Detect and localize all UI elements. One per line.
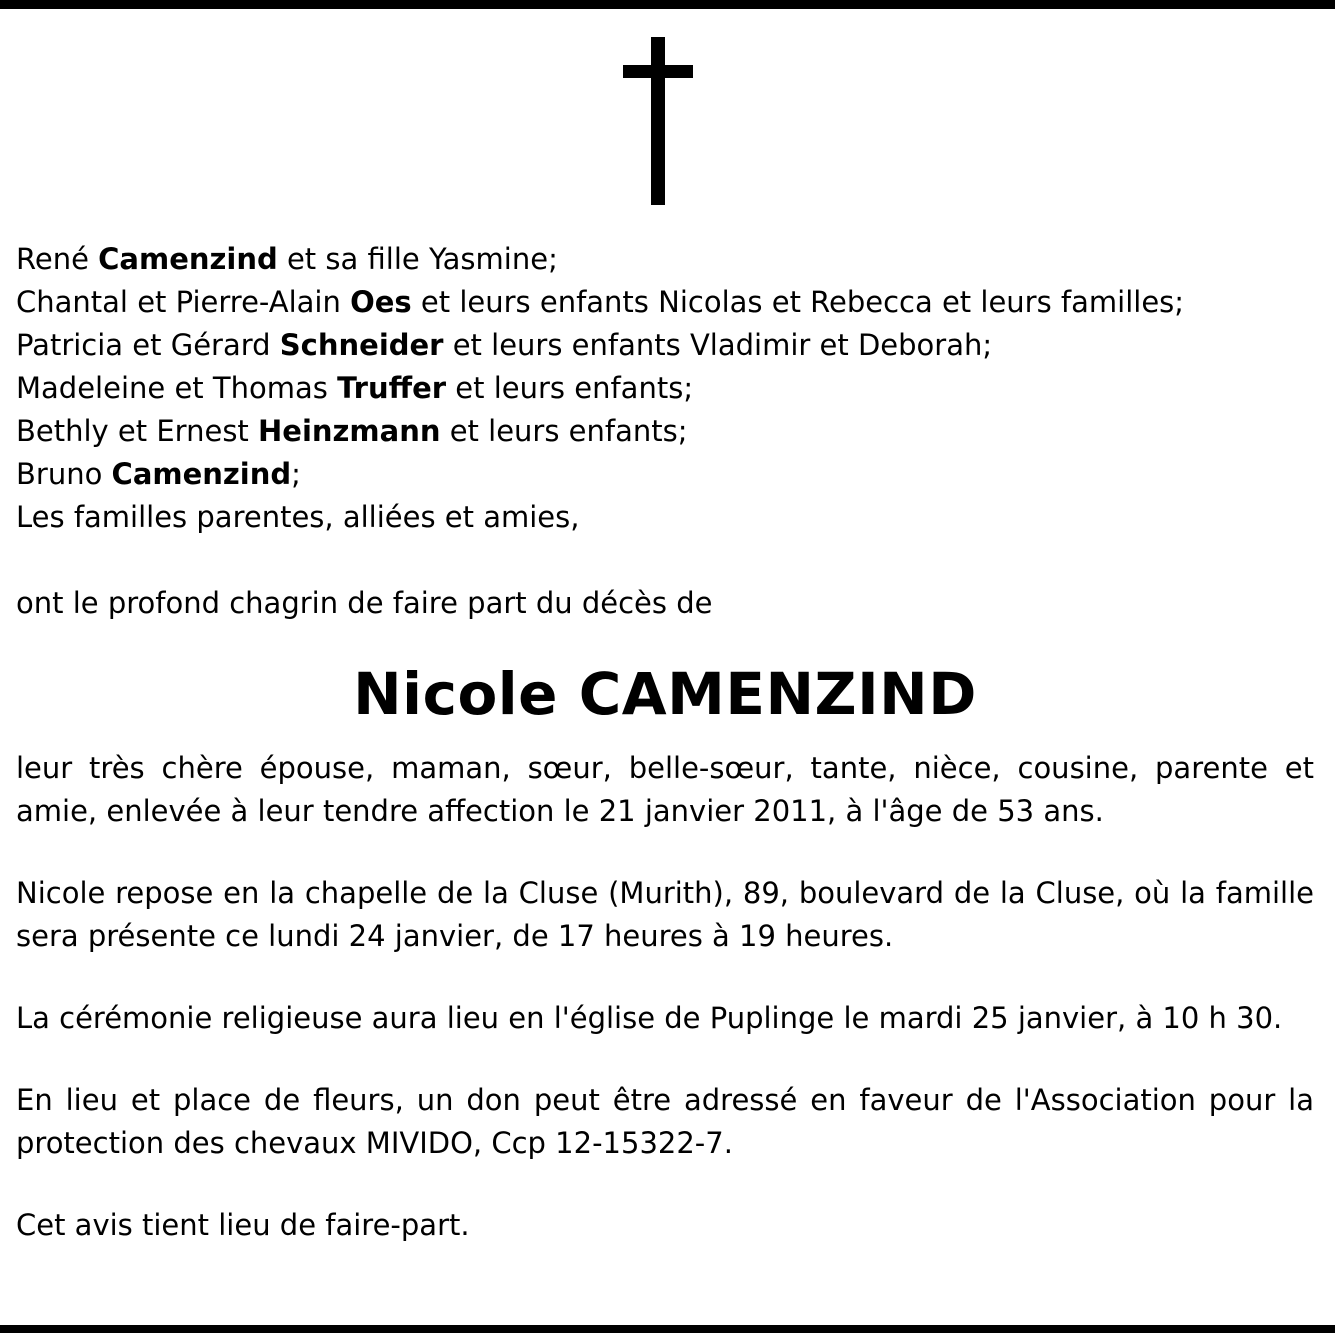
paragraph: leur très chère épouse, maman, sœur, belle-sœur, tante, nièce, cousine, parente et amie, enlevée à leur tendre affection le 21 janvier 2011, à l'âge de 53 ans. (16, 751, 1314, 828)
intro-text: ont le profond chagrin de faire part du décès de (16, 586, 713, 620)
closing-note: Cet avis tient lieu de faire-part. (16, 1208, 470, 1242)
family-line: Chantal et Pierre-Alain Oes et leurs enfants Nicolas et Rebecca et leurs familles; (16, 285, 1185, 319)
obituary-text (16, 238, 1314, 1247)
bottom-border (0, 1325, 1335, 1333)
paragraph: Nicole repose en la chapelle de la Cluse (Murith), 89, boulevard de la Cluse, où la famille sera présente ce lundi 24 janvier, de 17 heures à 19 heures. (16, 876, 1314, 953)
top-border (0, 0, 1335, 9)
deceased-name: Nicole CAMENZIND (353, 660, 977, 728)
family-line: Patricia et Gérard Schneider et leurs enfants Vladimir et Deborah; (16, 328, 993, 362)
family-line: Bethly et Ernest Heinzmann et leurs enfants; (16, 414, 688, 448)
paragraph: La cérémonie religieuse aura lieu en l'église de Puplinge le mardi 25 janvier, à 10 h 30. (16, 1001, 1283, 1035)
family-line: Madeleine et Thomas Truffer et leurs enfants; (16, 371, 694, 405)
paragraph: En lieu et place de fleurs, un don peut être adressé en faveur de l'Association pour la protection des chevaux MIVIDO, Ccp 12-15322-7. (16, 1083, 1314, 1160)
family-line: Les familles parentes, alliées et amies, (16, 500, 580, 534)
family-line: René Camenzind et sa fille Yasmine; (16, 242, 558, 276)
family-line: Bruno Camenzind; (16, 457, 301, 491)
